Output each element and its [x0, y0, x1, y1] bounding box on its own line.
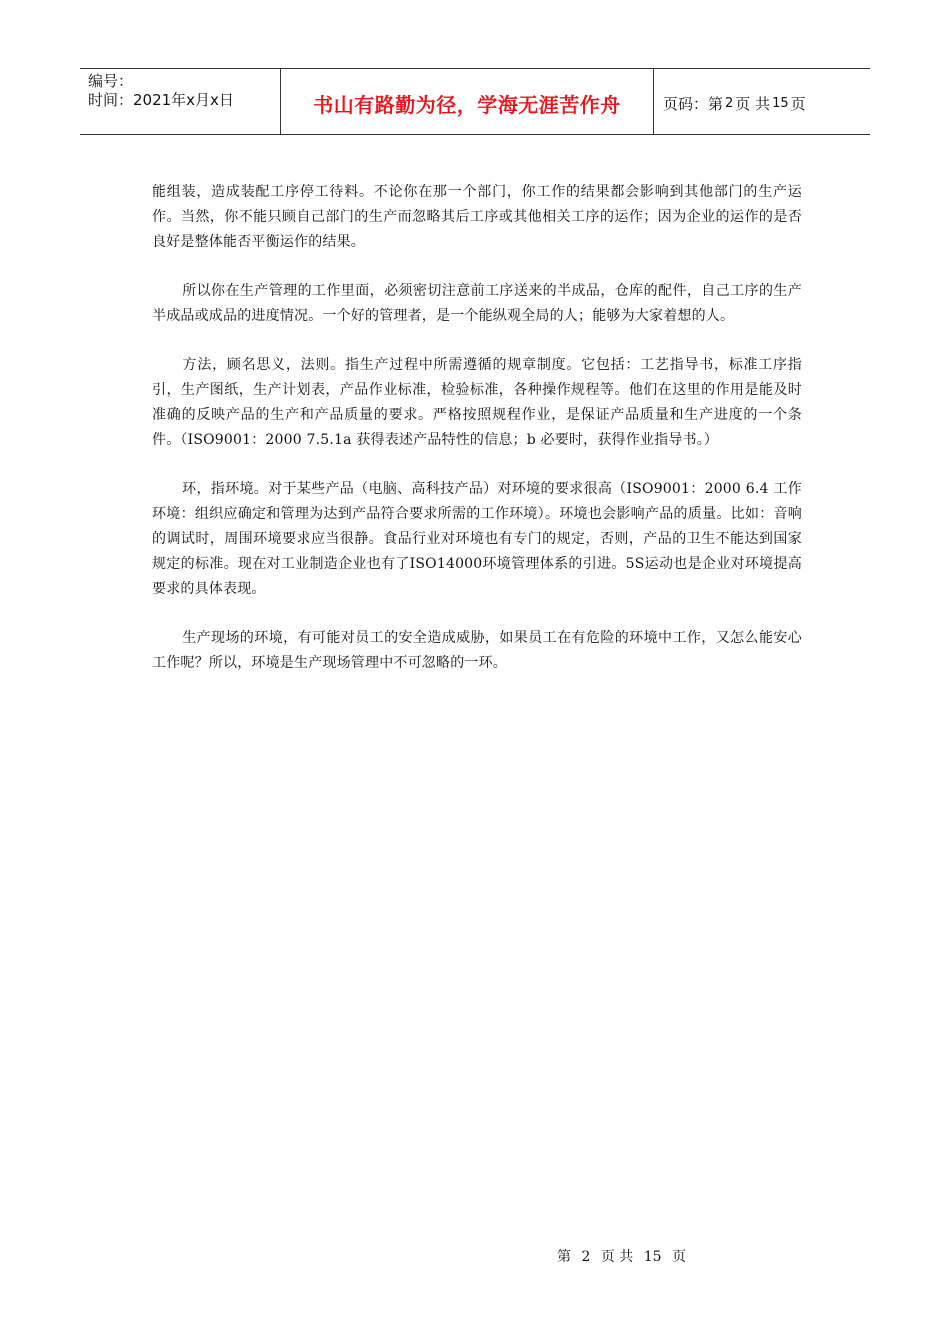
paragraph-text: 生产现场的环境，有可能对员工的安全造成威胁，如果员工在有危险的环境中工作，又怎么能安心工作呢？所以，环境是生产现场管理中不可忽略的一环。 [152, 630, 802, 671]
body-paragraph [152, 626, 802, 676]
paragraph-text: 所以你在生产管理的工作里面，必须密切注意前工序送来的半成品，仓库的配件，自己工序的生产半成品或成品的进度情况。一个好的管理者，是一个能纵观全局的人；能够为大家着想的人。 [152, 283, 802, 324]
page-footer [0, 1246, 950, 1266]
header-motto-cell [281, 69, 654, 134]
page-middle: 页 共 [735, 95, 771, 113]
document-number-label: 编号： [88, 72, 134, 90]
page-current: 2 [725, 96, 734, 111]
body-paragraph [152, 477, 802, 602]
footer-middle: 页 共 [600, 1249, 634, 1265]
paragraph-text: 能组装，造成装配工序停工待料。不论你在那一个部门，你工作的结果都会影响到其他部门的生产运作。当然，你不能只顾自己部门的生产而忽略其后工序或其他相关工序的运作；因为企业的运作的是否良好是整体能否平衡运作的结果。 [152, 184, 802, 250]
footer-total: 15 [643, 1249, 662, 1265]
document-date-label: 时间：2021年x月x日 [88, 91, 234, 109]
page-prefix: 页码：第 [663, 95, 724, 113]
motto-text: 书山有路勤为径，学海无涯苦作舟 [313, 93, 621, 117]
header-page-cell [654, 69, 870, 134]
header-info-cell [80, 69, 281, 134]
page-suffix: 页 [790, 95, 806, 113]
paragraph-text: 方法，顾名思义，法则。指生产过程中所需遵循的规章制度。它包括：工艺指导书，标准工序指引，生产图纸，生产计划表，产品作业标准，检验标准，各种操作规程等。他们在这里的作用是能及时准确的反映产品的生产和产品质量的要求。严格按照规程作业，是保证产品质量和生产进度的一个条件。（ISO9001：2000 7.5.1a 获得表述产品特性的信息；b 必要时，获得作业指导书。） [152, 357, 802, 448]
body-paragraph [152, 180, 802, 255]
page-header [80, 68, 870, 135]
body-paragraph [152, 279, 802, 329]
footer-prefix: 第 [556, 1249, 571, 1265]
paragraph-text: 环，指环境。对于某些产品（电脑、高科技产品）对环境的要求很高（ISO9001：2000 6.4 工作环境：组织应确定和管理为达到产品符合要求所需的工作环境）。环境也会影响产品的质量。比如：音响的调试时，周围环境要求应当很静。食品行业对环境也有专门的规定，否则，产品的卫生不能达到国家规定的标准。现在对工业制造企业也有了ISO14000环境管理体系的引进。5S运动也是企业对环境提高要求的具体表现。 [152, 481, 802, 597]
body-paragraph [152, 353, 802, 453]
page-total: 15 [772, 96, 789, 111]
document-body [152, 180, 802, 700]
footer-suffix: 页 [672, 1249, 686, 1265]
footer-current: 2 [581, 1249, 591, 1265]
